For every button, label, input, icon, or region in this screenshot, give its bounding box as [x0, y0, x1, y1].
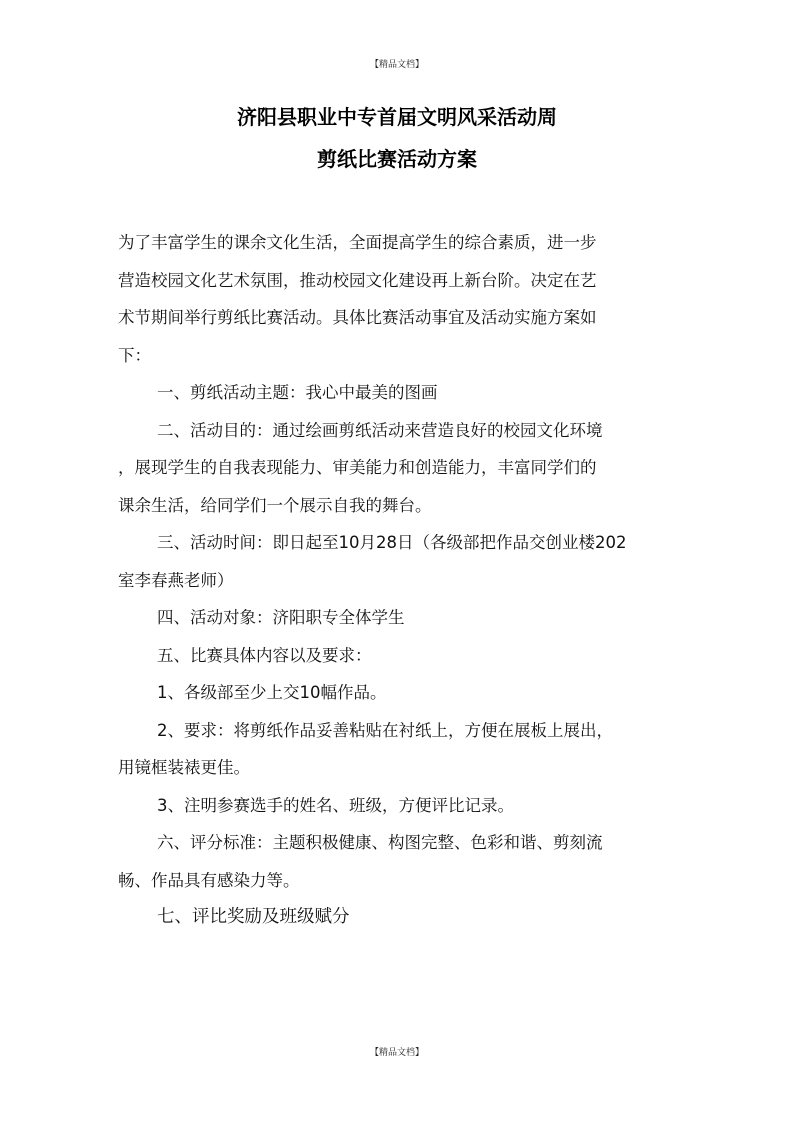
section-purpose: 二、活动目的：通过绘画剪纸活动来营造良好的校园文化环境 — [157, 420, 603, 440]
intro-line: 营造校园文化艺术氛围，推动校园文化建设再上新台阶。决定在艺 — [118, 270, 597, 290]
header-mark: 【精品文档】 — [369, 60, 424, 70]
section-participants: 四、活动对象：济阳职专全体学生 — [157, 608, 405, 627]
section-awards: 七、评比奖励及班级赋分 — [157, 907, 350, 927]
section-purpose-cont: ，展现学生的自我表现能力、审美能力和创造能力，丰富同学们的 — [118, 458, 597, 477]
requirement-item-1: 1、各级部至少上交10幅作品。 — [157, 683, 387, 702]
document-body — [118, 224, 678, 937]
section-requirements: 五、比赛具体内容以及要求： — [157, 645, 372, 665]
section-theme: 一、剪纸活动主题：我心中最美的图画 — [157, 383, 438, 402]
intro-line: 下： — [118, 345, 151, 365]
section-time: 三、活动时间：即日起至10月28日（各级部把作品交创业楼202 — [157, 533, 627, 552]
requirement-item-2-cont: 用镜框装裱更佳。 — [118, 758, 250, 777]
section-scoring: 六、评分标准：主题积极健康、构图完整、色彩和谐、剪刻流 — [157, 833, 603, 852]
document-title-line-2: 剪纸比赛活动方案 — [317, 147, 477, 171]
section-purpose-cont: 课余生活，给同学们一个展示自我的舞台。 — [118, 495, 432, 515]
requirement-item-3: 3、注明参赛选手的姓名、班级，方便评比记录。 — [157, 795, 514, 815]
section-scoring-cont: 畅、作品具有感染力等。 — [118, 870, 300, 890]
section-time-cont: 室李春燕老师） — [118, 570, 234, 590]
footer-mark: 【精品文档】 — [369, 1048, 424, 1058]
intro-line: 术节期间举行剪纸比赛活动。具体比赛活动事宜及活动实施方案如 — [118, 308, 597, 327]
document-title-line-1: 济阳县职业中专首届文明风采活动周 — [237, 105, 557, 129]
requirement-item-2: 2、要求：将剪纸作品妥善粘贴在衬纸上，方便在展板上展出， — [157, 720, 613, 740]
intro-line: 为了丰富学生的课余文化生活，全面提高学生的综合素质，进一步 — [118, 233, 597, 252]
